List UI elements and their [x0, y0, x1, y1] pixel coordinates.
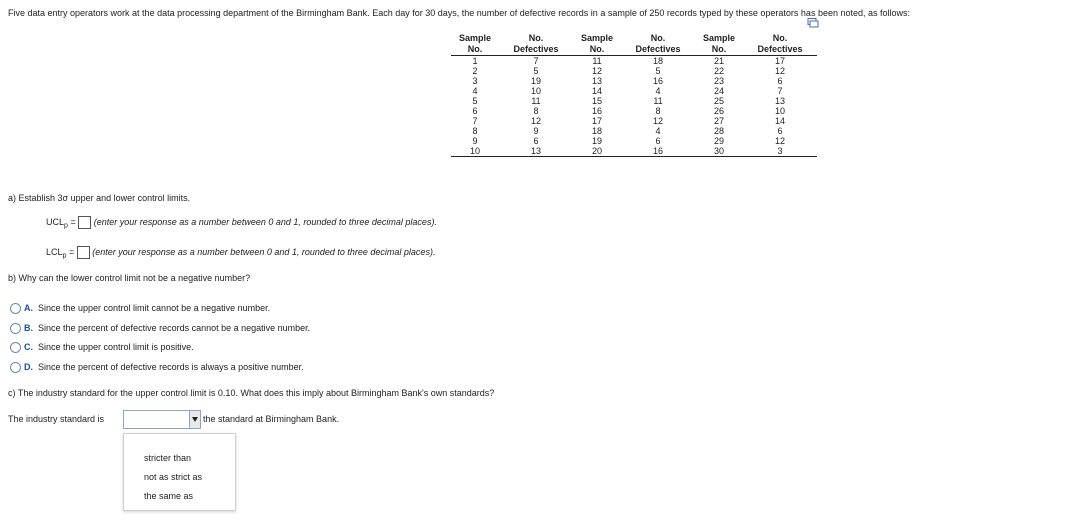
table-cell: 12	[774, 136, 785, 146]
table-row	[451, 126, 817, 136]
option-text: Since the upper control limit cannot be a negative number.	[38, 303, 271, 313]
column-header: No. Defectives	[499, 33, 573, 56]
standard-select[interactable]	[123, 410, 201, 429]
option-d[interactable]	[10, 362, 304, 373]
part-c-question: c) The industry standard for the upper control limit is 0.10. What does this imply about Birmingham Bank's own standards?	[8, 388, 495, 398]
ucl-note: (enter your response as a number between 0 and 1, rounded to three decimal places).	[93, 216, 437, 227]
table-header-row	[451, 33, 817, 56]
column-header: Sample No.	[573, 33, 621, 56]
table-cell: 14	[591, 86, 602, 96]
table-cell: 13	[591, 76, 602, 86]
table-row	[451, 106, 817, 116]
table-cell: 8	[472, 126, 478, 136]
table-cell: 11	[531, 96, 541, 106]
table-cell: 21	[713, 56, 724, 66]
table-cell: 9	[472, 136, 478, 146]
table-row	[451, 76, 817, 86]
part-b-question: b) Why can the lower control limit not be a negative number?	[8, 273, 251, 283]
lcl-equals: =	[68, 246, 75, 257]
table-cell: 6	[777, 126, 783, 136]
problem-intro: Five data entry operators work at the data processing department of the Birmingham Bank. Each day for 30 days, the number of defective records in a sample of 250 records typed by these operators has been noted, as follows:	[8, 8, 910, 18]
table-cell: 25	[713, 96, 724, 106]
table-cell: 27	[713, 116, 724, 126]
radio-button[interactable]	[10, 303, 21, 314]
table-cell: 26	[713, 106, 724, 116]
ucl-input[interactable]	[78, 216, 91, 229]
table-cell: 5	[533, 66, 539, 76]
table-cell: 29	[713, 136, 724, 146]
table-cell: 16	[591, 106, 602, 116]
table-cell: 6	[472, 106, 478, 116]
table-row	[451, 116, 817, 126]
table-cell: 5	[655, 66, 661, 76]
lcl-label: LCL	[46, 246, 63, 257]
option-text: Since the percent of defective records is always a positive number.	[38, 362, 304, 372]
dropdown-option-same[interactable]: the same as	[144, 491, 194, 501]
ucl-row	[46, 216, 437, 230]
table-cell: 12	[774, 66, 785, 76]
table-row	[451, 146, 817, 157]
option-text: Since the percent of defective records cannot be a negative number.	[38, 323, 311, 333]
table-cell: 10	[774, 106, 785, 116]
lcl-input[interactable]	[77, 246, 90, 259]
table-cell: 6	[533, 136, 539, 146]
table-cell: 8	[655, 106, 661, 116]
table-cell: 4	[472, 86, 478, 96]
table-cell: 4	[655, 86, 661, 96]
table-cell: 15	[591, 96, 602, 106]
chevron-down-icon[interactable]	[189, 411, 200, 428]
table-row	[451, 86, 817, 96]
ucl-subscript: p	[64, 222, 68, 230]
table-cell: 17	[774, 56, 785, 66]
table-row	[451, 56, 817, 67]
option-letter: B.	[24, 323, 33, 333]
table-row	[451, 136, 817, 146]
part-a-question: a) Establish 3σ upper and lower control limits.	[8, 193, 191, 203]
table-cell: 7	[533, 56, 539, 66]
table-cell: 30	[695, 146, 743, 157]
table-cell: 13	[499, 146, 573, 157]
table-cell: 6	[777, 76, 783, 86]
table-cell: 5	[472, 96, 478, 106]
table-cell: 18	[591, 126, 602, 136]
table-cell: 16	[621, 146, 695, 157]
radio-button[interactable]	[10, 362, 21, 373]
option-letter: A.	[24, 303, 33, 313]
copy-icon[interactable]	[807, 18, 819, 28]
defects-table	[451, 33, 817, 157]
table-cell: 18	[652, 56, 663, 66]
table-cell: 12	[591, 66, 602, 76]
table-cell: 13	[774, 96, 785, 106]
table-cell: 10	[451, 146, 499, 157]
table-cell: 16	[652, 76, 663, 86]
table-cell: 19	[591, 136, 602, 146]
table-cell: 23	[713, 76, 724, 86]
lcl-note: (enter your response as a number between 0 and 1, rounded to three decimal places).	[92, 246, 436, 257]
option-a[interactable]	[10, 303, 270, 314]
table-cell: 20	[573, 146, 621, 157]
table-cell: 11	[592, 56, 602, 66]
table-cell: 11	[653, 96, 663, 106]
table-cell: 19	[530, 76, 541, 86]
standard-suffix: the standard at Birmingham Bank.	[203, 414, 340, 424]
table-cell: 7	[472, 116, 478, 126]
table-cell: 1	[472, 56, 478, 66]
column-header: No. Defectives	[743, 33, 817, 56]
table-cell: 17	[591, 116, 602, 126]
table-cell: 3	[472, 76, 478, 86]
option-c[interactable]	[10, 342, 194, 353]
table-cell: 3	[743, 146, 817, 157]
ucl-label: UCL	[46, 216, 65, 227]
table-cell: 6	[655, 136, 661, 146]
column-header: Sample No.	[451, 33, 499, 56]
table-cell: 4	[655, 126, 661, 136]
column-header: No. Defectives	[621, 33, 695, 56]
ucl-equals: =	[70, 216, 76, 227]
radio-button[interactable]	[10, 323, 21, 334]
table-cell: 28	[713, 126, 724, 136]
table-cell: 24	[713, 86, 724, 96]
table-cell: 2	[472, 66, 478, 76]
table-cell: 8	[533, 106, 539, 116]
table-row	[451, 96, 817, 106]
option-letter: D.	[24, 362, 33, 372]
table-cell: 9	[533, 126, 539, 136]
table-cell: 14	[774, 116, 785, 126]
table-cell: 12	[652, 116, 663, 126]
table-cell: 10	[530, 86, 541, 96]
option-b[interactable]	[10, 323, 310, 334]
dropdown-option-not-as-strict[interactable]: not as strict as	[144, 472, 203, 482]
standard-prefix: The industry standard is	[8, 414, 105, 424]
table-cell: 22	[713, 66, 724, 76]
lcl-subscript: p	[62, 252, 67, 260]
lcl-row	[46, 246, 435, 260]
table-row	[451, 66, 817, 76]
table-cell: 12	[530, 116, 541, 126]
radio-button[interactable]	[10, 342, 21, 353]
standard-dropdown-menu	[123, 433, 236, 511]
dropdown-option-stricter[interactable]: stricter than	[144, 453, 192, 463]
option-letter: C.	[24, 342, 33, 352]
column-header: Sample No.	[695, 33, 743, 56]
option-text: Since the upper control limit is positive.	[38, 342, 194, 352]
table-cell: 7	[777, 86, 783, 96]
